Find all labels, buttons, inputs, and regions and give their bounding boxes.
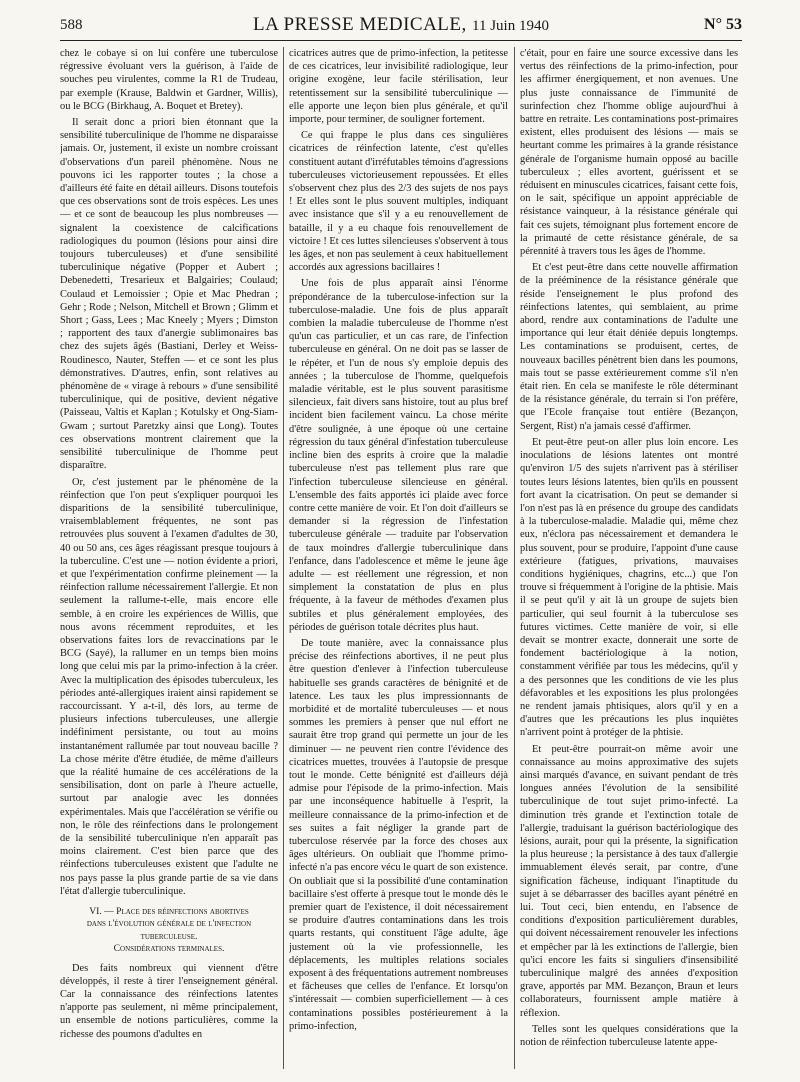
paragraph: chez le cobaye si on lui confère une tuberculose régressive évoluant vers la guérison, à l'aide de souches peu virulentes, comme la R1 de Trudeau, par exemple (Krause, Baldwin et Gardner, Willis), ou le BCG (Birkhaug, A. Boquet et Bretey). — [60, 48, 278, 112]
column-1 — [60, 47, 278, 1069]
paragraph: Et peut-être pourrait-on même avoir une connaissance au moins approximative des sujets ainsi marqués d'avance, en suivant pendant de très longues années l'évolution de la sensibilité tuberculinique de tout sujet primo-infecté. La diminution très grande et l'extinction totale de l'allergie, traduisant la guérison bactériologique des lésions, aurait, pour qui la présente, la signification la plus heureuse ; la persistance à des taux d'allergie immuablement élevés serait, par contre, d'une signification fâcheuse, indiquant l'inaptitude du sujet à se débarrasser des bacilles ayant pénétré en lui. Tout ceci, bien entendu, en l'absence de conditions d'exposition particulièrement durables, qui doivent nécessairement renouveler les infections et empêcher par là les extinctions de l'allergie, bien qu'ici encore les faits si singuliers d'insensibilité tuberculinique malgré des années d'exposition grave, apportés par MM. Bezançon, Braun et leurs collaborateurs, fournissent ample matière à réflexion. — [520, 743, 738, 1019]
paragraph: Ce qui frappe le plus dans ces singulières cicatrices de réinfection latente, c'est qu'elles constituent autant d'irréfutables témoins d'agressions tuberculeuses victorieusement repoussées. Et elles s'observent chez plus des 2/3 des sujets de nos pays ! Et elles sont le plus souvent multiples, indiquant avec insistance que s'il y a eu renouvellement de bataille, il y a eu chaque fois renouvellement de victoire ! Et ces luttes silencieuses s'observent à tous les âges, et non pas seulement à ceux habituellement accordés aux agressions bacillaires ! — [289, 130, 508, 274]
paragraph: Et c'est peut-être dans cette nouvelle affirmation de la prééminence de la résistance générale que réside l'enseignement le plus profond des réinfections latentes, qui semblaient, au prime abord, rendre aux contaminations de l'adulte une importance qui leur était déniée depuis longtemps. Les contaminations se produisent, certes, de nouveaux bacilles pénètrent bien dans les poumons, mais tout se passe extérieurement comme s'il n'en était rien. En cela se manifeste le rôle déterminant de la résistance générale, du terrain si l'on préfère, que l'Ecole française tout entière (Bezançon, Sergent, Rist) n'a jamais cessé d'affirmer. — [520, 262, 738, 432]
column-3 — [520, 47, 738, 1069]
page-number: 588 — [60, 17, 83, 33]
section-subheading: Considérations terminales. — [113, 943, 225, 955]
paragraph: Une fois de plus apparaît ainsi l'énorme prépondérance de la tuberculose-infection sur la tuberculose-maladie. Une fois de plus apparaît combien la maladie tuberculeuse de l'homme n'est qu'un cas particulier, et un cas rare, de l'infection tuberculeuse en général. On ne doit pas se lasser de le répéter, et l'un de nous s'y emploie depuis des années ; la tuberculose de l'homme, quelquefois maladie véritable, est le plus souvent parasitisme silencieux, fait divers sans histoire, tout au plus bref incident bien facilement vaincu. La chose mérite d'être soulignée, à une époque où une certaine régression du taux général d'infestation tuberculeuse incline bien des esprits à croire que la maladie tuberculeuse n'est pas tellement plus rare que l'infection tuberculeuse silencieuse en général. L'ensemble des faits apportés ici plaide avec force contre cette manière de voir. Et l'on doit d'ailleurs se demander si la régression de l'infestation tuberculeuse générale — traduite par l'observation de taux moindres d'allergie tuberculinique dans l'enfance, dans l'adolescence et même le jeune âge adulte — est réellement une régression, et non simplement la constatation de plus en plus fréquente, à la faveur de méthodes d'examen plus subtiles et plus généralement employées, des périodes de guérison totale décrites plus haut. — [289, 278, 508, 633]
column-2 — [289, 47, 508, 1069]
paragraph: Il serait donc a priori bien étonnant que la sensibilité tuberculinique de l'homme ne disparaisse jamais. Or, justement, il existe un nombre croissant d'observations d'un pareil phénomène. Nous ne pouvons ici les rapporter toutes ; la chose a d'ailleurs été faite en détail ailleurs. Disons toutefois que ces observations sont de trois espèces. Les unes — et ce sont de beaucoup les plus nombreuses — signalent la coexistence de calcifications radiologiques du poumon (lésions pour ainsi dire toujours tuberculeuses) et d'une sensibilité tuberculinique négative (Popper et Aubert ; Debenedetti, Tresarieux et Balgairies; Coulaud; Coulaud et Lemoissier ; Opie et Mac Phedran ; Gehr ; Rode ; Nelson, Mitchell et Brown ; Glimm et Short ; Gass, Lees ; Mac Kneely ; Myers ; Dimston ; rapportent des taux d'anergie sublimonaires bas chez des sujets âgés (Bastiani, Derley et Weiss-Roudinesco, Nauter, Steffen — et ce sont les plus démonstratives. D'autres, enfin, sont relatives au phénomène de « virage à rebours » d'une sensibilité tuberculinique, qui de positive, devient négative (Paisseau, Valtis et Kaplan ; Kotulsky et Ong-Siam-Gwam ; surtout Paretzky ainsi que Long). Toutes ces observations montrent clairement que la sensibilité tuberculinique de l'homme peut disparaître. — [60, 117, 278, 472]
paragraph: Telles sont les quelques considérations que la notion de réinfection tuberculeuse latente appe- — [520, 1023, 738, 1049]
section-heading — [60, 906, 278, 956]
paragraph: Et peut-être peut-on aller plus loin encore. Les inoculations de lésions latentes ont montré qu'environ 1/5 des sujets n'arrivent pas à stériliser toutes leurs lésions latentes, bien qu'ils en poussent fort avant la cicatrisation. On peut se demander si l'on n'est pas là en présence du groupe des candidats à la tuberculose-maladie. Maladie qui, même chez eux, n'éclora pas nécessairement et demandera le plus souvent, pour se produire, l'appoint d'une cause extérieure (fatigues, privations, mauvaises conditions hygiéniques, chagrins, etc...) que l'on trouve si fréquemment à l'origine de la phtisie. Mais il se peut qu'il y ait là un groupe de sujets bien particulier, qui seul fournit à la tuberculose ses futures victimes. Cette manière de voir, si elle devait se montrer exacte, donnerait une sorte de fondement bactériologique à la notion, constamment vérifiée par tous les médecins, qu'il y a des personnes que les conditions de vie les plus défavorables et les expositions les plus prolongées ne rendent jamais phtisiques, alors qu'il y en a d'autres que les précautions les plus inquiètes n'arrivent point à protéger de la phtisie. — [520, 436, 738, 739]
paragraph: De toute manière, avec la connaissance plus précise des réinfections abortives, il ne peut plus être question d'enlever à l'infection tuberculeuse habituelle ses grands caractères de bénignité et de latence. Les taux les plus impressionnants de morbidité et de mortalité tuberculeuses — et nous sommes les premiers à penser que nul effort ne saurait être trop grand qui permette un jour de les diminuer — ne peuvent rien contre l'évidence des cicatrices muettes, trouvées à l'autopsie de presque tout le monde. Cette bénignité est d'ailleurs déjà admise pour l'épisode de la primo-infection. Mais par une inconséquence habituelle à l'esprit, la meilleure connaissance de la primo-infection et de ses suites a fait négliger la grande part de tuberculose réservée par la force des choses aux âges ultérieurs. On oubliait que l'homme primo-infecté n'a pas encore vécu le quart de son existence. On oubliait que si la possibilité d'une contamination bacillaire s'est offerte à presque tout le monde dès le premier quart de l'existence, il doit nécessairement se produire d'autres contaminations dans les trois quarts restants, qui constituent l'âge adulte, âge justement où la vie professionnelle, les déplacements, les multiples relations sociales exposent à des fréquentations autrement nombreuses et fâcheuses que celles de l'enfance. Et lorsqu'on s'intéressait — combien superficiellement — à ces contaminations possibles postérieurement à la primo-infection, — [289, 637, 508, 1032]
issue-number: N° 53 — [704, 16, 742, 33]
journal-title: LA PRESSE MEDICALE, — [253, 14, 467, 35]
paragraph: c'était, pour en faire une source excessive dans les vertus des réinfections de la primo-infection, pour les affirmer énergiquement, et non avenues. Une plus juste connaissance de l'immunité de surinfection chez l'homme oblige aujourd'hui à battre en retraite. Les contaminations post-primaires existent, elles produisent des lésions — mais se heurtant comme les primaires à la grande résistance générale de l'organisme humain opposé au bacille tuberculeux ; elles avortent, guérissent et se réduisent en minuscules cicatrices, faisant cette fois, on le sait, spécifique un appoint appréciable de résistance vainqueur, à la résistance générale qui fait ces sujets, témoignant plus fortement encore de la primauté de cette résistance générale, de sa pérennité à travers tous les âges de l'homme. — [520, 48, 738, 258]
paragraph: Or, c'est justement par le phénomène de la réinfection que l'on peut s'expliquer pourquoi les disparitions de la sensibilité tuberculinique, vraisemblablement fréquentes, ne sont pas retrouvées plus souvent à l'examen d'adultes de 30, 40 ou 50 ans, ces âges réagissant presque toujours à la tuberculine. C'est une — notion évidente a priori, et que l'expérimentation confirme pleinement — la réinfection rallume nécessairement l'allergie. Et non seulement la rallume-t-elle, mais encore elle semble, à en croire les expériences de Willis, que nous avons récemment reproduites, et les observations faites lors de revaccinations par le BCG (Sayé), la rallumer en un temps bien moins long que celui mis par la primo-infection à la créer. Avec la multiplication des épisodes tuberculeux, les périodes anté-allergiques iraient ainsi rapidement se raccourcissant. Y a-t-il, dès lors, au terme de plusieurs infections tuberculeuses, une allergie indéfiniment persistante, ou tout au moins instantanément rallumée par tout nouveau bacille ? La chose mérite d'être étudiée, de même d'ailleurs que la réalité humaine de ces accélérations de la sensibilisation, dont on parle à l'heure actuelle, surtout par analogie avec les données expérimentales. Mais que l'accélération se vérifie ou non, le rôle des réinfections dans le prolongement de la sensibilité tuberculinique n'en apparaît pas moins clairement. C'est bien parce que des réinfections tuberculeuses existent que l'adulte ne nos pays passe la plus grande partie de sa vie dans l'état d'allergie tuberculinique. — [60, 476, 278, 897]
paragraph: cicatrices autres que de primo-infection, la petitesse de ces cicatrices, leur invisibilité radiologique, leur origine exogène, leur facile stérilisation, leur retentissement sur la sensibilité tuberculinique — elle apporte une leçon bien plus générale, et qu'il importe, pour terminer, de souligner fortement. — [289, 48, 508, 126]
page-header — [60, 14, 742, 41]
column-divider — [514, 47, 515, 1069]
section-heading-line: tuberculeuse. — [140, 930, 198, 942]
issue-date: 11 Juin 1940 — [472, 18, 549, 34]
masthead — [60, 14, 742, 36]
section-heading-line: VI. — Place des réinfections abortives — [89, 906, 249, 917]
paragraph: Des faits nombreux qui viennent d'être développés, il reste à tirer l'enseignement général. Car la connaissance des réinfections latentes n'apporte pas seulement, ni même principalement, un ensemble de notions particulières, comme la richesse des poumons d'adultes en — [60, 962, 278, 1040]
column-divider — [283, 47, 284, 1069]
section-heading-line: dans l'évolution générale de l'infection — [86, 918, 252, 930]
